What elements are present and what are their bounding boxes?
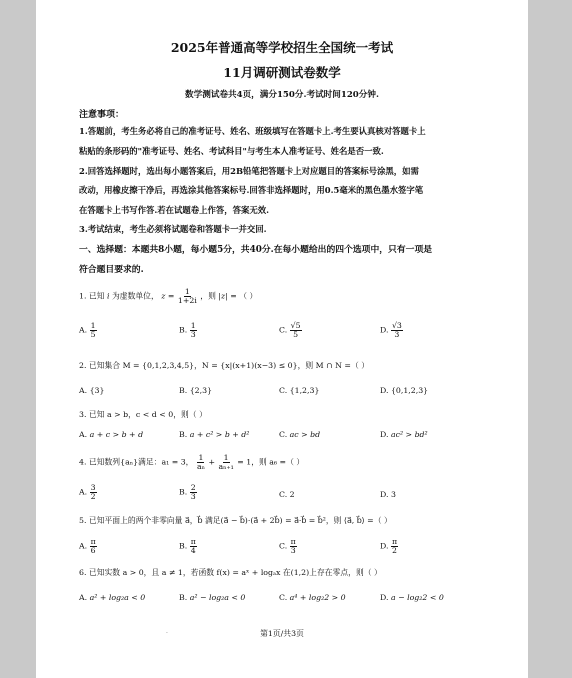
option-fraction bbox=[391, 322, 403, 339]
q2-option-a bbox=[79, 386, 104, 395]
option-value: ac > bd bbox=[289, 430, 321, 439]
option-den: 3 bbox=[190, 330, 196, 340]
q4-plus: + bbox=[208, 457, 218, 467]
option-fraction bbox=[190, 538, 197, 555]
exam-subtitle: 11月调研测试卷数学 bbox=[223, 65, 341, 80]
q4-f1-den: aₙ bbox=[196, 462, 205, 472]
option-label: B. bbox=[179, 386, 188, 395]
option-den: 3 bbox=[394, 330, 400, 340]
q3-option-d bbox=[380, 430, 428, 439]
q4-fraction-2 bbox=[217, 454, 234, 471]
q4-option-a bbox=[79, 484, 97, 501]
q6-option-c bbox=[279, 593, 346, 602]
q4-fraction-1 bbox=[196, 454, 206, 471]
section-heading: 一、选择题：本题共8小题，每小题5分，共40分.在每小题给出的四个选项中，只有一项是 bbox=[79, 245, 433, 255]
option-den: 5 bbox=[90, 330, 96, 340]
q1-option-c bbox=[279, 322, 302, 339]
q3-option-c bbox=[279, 430, 320, 439]
option-num: π bbox=[190, 537, 196, 546]
notice-heading: 注意事项： bbox=[79, 110, 125, 120]
exam-info: 数学测试卷共4页，满分150分.考试时间120分钟. bbox=[185, 90, 379, 100]
option-num: π bbox=[290, 537, 296, 546]
option-fraction bbox=[290, 322, 302, 339]
q6-option-a bbox=[79, 593, 145, 602]
option-fraction bbox=[190, 322, 197, 339]
option-value: {0,1,2,3} bbox=[390, 386, 429, 395]
q4-post: = 1，则 a₆ =（ ） bbox=[237, 457, 305, 467]
q2-option-c bbox=[279, 386, 319, 395]
option-label: D. bbox=[380, 430, 389, 439]
q5-option-b bbox=[179, 538, 197, 555]
option-value: 3 bbox=[390, 490, 396, 499]
page-number: 第1页/共3页 bbox=[260, 629, 304, 638]
option-value: a + c² > b + d² bbox=[189, 430, 250, 439]
section-heading-cont: 符合题目要求的. bbox=[79, 265, 144, 275]
option-value: ac² > bd² bbox=[390, 430, 428, 439]
q4-option-c bbox=[279, 490, 295, 499]
option-num: 2 bbox=[190, 483, 196, 492]
q1-option-d bbox=[380, 322, 403, 339]
option-value: a² − log₂a < 0 bbox=[189, 593, 246, 602]
q4-f2-den: aₙ₊₁ bbox=[218, 462, 234, 472]
q1-option-a bbox=[79, 322, 97, 339]
option-value: a + c > b + d bbox=[89, 430, 144, 439]
notice-line: 粘贴的条形码的"准考证号、姓名、考试科目"与考生本人准考证号、姓名是否一致. bbox=[79, 146, 384, 156]
option-value: {1,2,3} bbox=[289, 386, 320, 395]
q4-f2-num: 1 bbox=[223, 453, 229, 462]
option-den: 2 bbox=[392, 546, 397, 556]
q1-paren: （ ） bbox=[239, 291, 258, 301]
option-label: D. bbox=[380, 593, 389, 602]
question-4 bbox=[79, 454, 304, 471]
option-den: 2 bbox=[90, 492, 96, 502]
option-label: B. bbox=[179, 593, 188, 602]
option-fraction bbox=[90, 484, 97, 501]
option-fraction bbox=[90, 322, 97, 339]
option-value: {2,3} bbox=[189, 386, 213, 395]
q1-fraction bbox=[177, 288, 198, 305]
exam-page bbox=[36, 0, 528, 678]
option-label: A. bbox=[79, 541, 88, 551]
question-6: 6. 已知实数 a > 0，且 a ≠ 1，若函数 f(x) = aˣ + logₐx 在(1,2)上存在零点，则（ ） bbox=[79, 568, 382, 577]
option-label: B. bbox=[179, 487, 188, 497]
option-label: C. bbox=[279, 593, 288, 602]
option-value: {3} bbox=[89, 386, 105, 395]
option-num: √3 bbox=[391, 321, 402, 330]
option-num: 1 bbox=[90, 321, 96, 330]
option-label: C. bbox=[279, 325, 288, 335]
option-fraction bbox=[290, 538, 297, 555]
option-label: D. bbox=[380, 325, 389, 335]
question-5: 5. 已知平面上的两个非零向量 a⃗，b⃗ 满足(a⃗ − b⃗)·(a⃗ + 2b⃗) = a⃗·b⃗ = b⃗²，则 ⟨a⃗, b⃗⟩ =（ ） bbox=[79, 516, 392, 525]
option-label: A. bbox=[79, 325, 88, 335]
q1-prefix: 1. 已知 bbox=[79, 291, 105, 301]
option-value: 2 bbox=[289, 490, 295, 499]
option-num: 1 bbox=[190, 321, 196, 330]
q1-option-b bbox=[179, 322, 197, 339]
option-label: C. bbox=[279, 490, 288, 499]
option-num: √5 bbox=[290, 321, 301, 330]
q1-mid: 为虚数单位， bbox=[111, 291, 159, 301]
option-den: 4 bbox=[190, 546, 196, 556]
option-label: A. bbox=[79, 386, 88, 395]
stray-dot: . bbox=[166, 628, 168, 635]
q6-option-d bbox=[380, 593, 444, 602]
option-fraction bbox=[90, 538, 97, 555]
q1-absz: |z| = bbox=[218, 291, 237, 301]
option-den: 3 bbox=[190, 492, 196, 502]
option-value: a⁴ + log₂2 > 0 bbox=[289, 593, 346, 602]
q1-tail: ，则 bbox=[200, 291, 216, 301]
question-3: 3. 已知 a > b，c < d < 0，则（ ） bbox=[79, 410, 207, 419]
option-fraction bbox=[391, 538, 398, 555]
option-label: C. bbox=[279, 430, 288, 439]
option-den: 6 bbox=[90, 546, 96, 556]
option-label: B. bbox=[179, 430, 188, 439]
option-label: D. bbox=[380, 490, 389, 499]
q1-denominator: 1+2i bbox=[177, 296, 197, 306]
question-2: 2. 已知集合 M = {0,1,2,3,4,5}，N = {x|(x+1)(x−3) ≤ 0}，则 M ∩ N =（ ） bbox=[79, 361, 370, 370]
q2-option-d bbox=[380, 386, 428, 395]
q4-option-b bbox=[179, 484, 197, 501]
option-label: B. bbox=[179, 541, 188, 551]
q4-f1-num: 1 bbox=[198, 453, 204, 462]
option-num: π bbox=[90, 537, 96, 546]
notice-line: 2.回答选择题时，选出每小题答案后，用2B铅笔把答题卡上对应题目的答案标号涂黑，如需 bbox=[79, 166, 419, 176]
q1-numerator: 1 bbox=[184, 287, 190, 296]
option-label: A. bbox=[79, 430, 88, 439]
q3-option-b bbox=[179, 430, 249, 439]
option-label: C. bbox=[279, 386, 288, 395]
notice-line: 3.考试结束，考生必须将试题卷和答题卡一并交回. bbox=[79, 224, 267, 234]
option-label: A. bbox=[79, 593, 88, 602]
q5-option-c bbox=[279, 538, 297, 555]
option-fraction bbox=[190, 484, 197, 501]
notice-line: 在答题卡上书写作答.若在试题卷上作答，答案无效. bbox=[79, 205, 270, 215]
q6-option-b bbox=[179, 593, 245, 602]
q1-i: i bbox=[107, 291, 110, 301]
option-value: a² + log₂a < 0 bbox=[89, 593, 146, 602]
q5-option-a bbox=[79, 538, 97, 555]
q4-pre: 4. 已知数列{aₙ}满足：a₁ = 3， bbox=[79, 457, 194, 467]
option-den: 5 bbox=[293, 330, 299, 340]
exam-title: 2025年普通高等学校招生全国统一考试 bbox=[170, 40, 394, 55]
option-label: B. bbox=[179, 325, 188, 335]
option-den: 3 bbox=[290, 546, 296, 556]
option-label: A. bbox=[79, 487, 88, 497]
notice-line: 1.答题前，考生务必将自己的准考证号、姓名、班级填写在答题卡上.考生要认真核对答题卡上 bbox=[79, 126, 426, 136]
q3-option-a bbox=[79, 430, 143, 439]
option-label: C. bbox=[279, 541, 288, 551]
notice-line: 改动，用橡皮擦干净后，再选涂其他答案标号.回答非选择题时，用0.5毫米的黑色墨水签字笔 bbox=[79, 185, 424, 195]
option-value: a − log₂2 < 0 bbox=[390, 593, 444, 602]
option-label: D. bbox=[380, 386, 389, 395]
question-1 bbox=[79, 288, 257, 305]
option-num: 3 bbox=[90, 483, 96, 492]
option-num: π bbox=[391, 537, 398, 546]
q4-option-d bbox=[380, 490, 396, 499]
q2-option-b bbox=[179, 386, 212, 395]
q5-option-d bbox=[380, 538, 398, 555]
option-label: D. bbox=[380, 541, 389, 551]
q1-z-eq: z = bbox=[161, 291, 175, 301]
